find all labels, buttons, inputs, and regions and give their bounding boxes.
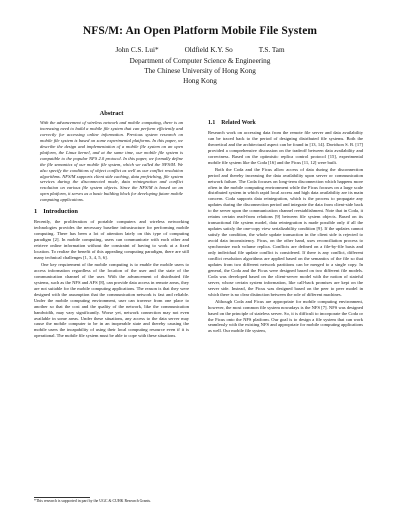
right-column <box>208 111 363 335</box>
affiliation-location: Hong Kong <box>183 77 217 85</box>
related-paragraph: Both the Coda and the Ficus allow access of data during the disconnection period and thereby increasing the data availability upon server or communication network failure. The Coda focuses on long-term disconnection which happens more often in the mobile computing environment while the Ficus focuses on a large scale distributed system in which rapid local access and high data availability are its main concern. Coda supports data reintegration, which is the process to propagate any updates during the disconnection period and integrate the data from client-side back to the server upon the communication channel reestablishment. Note that in Coda, it retains certain read-from relations [9] between file system objects. Based on its transactional file system model, data reintegration is made possible only if all the updates satisfy the one-copy view serializability condition [9]. If the updates cannot satisfy the condition, the whole update transaction in the client side is rejected to avoid data inconsistency. Ficus, on the other hand, uses reconciliation process to synchronize each volume replica. Conflicts are defined on a file-by-file basis and only individual file update conflict is considered. If there is any conflict, different conflict resolution algorithms are applied based on the semantics of the file so that updates from two different network partitions can be merged to a single copy. In general, the Coda and the Ficus were designed based on two different file models. Coda was developed based on the client-server model with the notion of stateful server, whose certain system information, like call-back promises are kept on the server side. Instead, the Ficus was designed based on the peer to peer model in which there is no clear distinction between the role of different machines. <box>208 166 363 297</box>
section-number: 1 <box>34 208 38 216</box>
affiliation-university: The Chinese University of Hong Kong <box>144 67 256 75</box>
intro-paragraph: One key requirement of the mobile computing is to enable the mobile users to access information regardless of the location of the user and the state of the communication channel of the user. With the advancement of distributed file systems, such as the NFS and AFS [8], can provide data access in remote areas, they are not suitable for the mobile computing applications. The reason is that they were designed with the assumption that the communication network is fast and reliable. Under the mobile computing environment, user can traverse from one place to another so that the cost and the quality of the network, like the communication bandwidth, may vary significantly. Worse yet, network connection may not even available in some areas. Under these situations, any access to the data server may cause the mobile computer to be in an inoperable state and thereby causing the mobile users the incapability of using their local computing resource even if it is operational. The mobile file system must be able to cope with these situations. <box>34 261 189 339</box>
footnote-rule <box>34 497 90 498</box>
related-paragraph: Research work on accessing data from the remote file server and data availability can be traced back to the period of designing distributed file systems. Both the theoretical and the architectural aspect can be found in [13, 14]. Davidson S. B. [17] provided a comprehensive discussion on the tradeoff between data availability and correctness. Based on the optimistic replica control protocol [15], experimental mobile file system like the Coda [16] and the Ficus [11, 12] were built. <box>208 129 363 165</box>
abstract-heading: Abstract <box>99 110 124 117</box>
related-paragraph: Although Coda and Ficus are appropriate for mobile computing environment, however, the most common file system nowadays is the NFS [7]. NFS was designed based on the principle of stateless server. So, it is difficult to incorporate the Coda or the Ficus onto the NFS platform. Our goal is to design a file system that can work seamlessly with the existing NFS and appropriate for mobile computing applications as well. Our mobile file system, <box>208 298 363 334</box>
author-name: John C.S. Lui* <box>115 46 159 54</box>
affiliation-department: Department of Computer Science & Engineering <box>129 57 271 65</box>
footnote: *This research is supported in part by the UGC & CUHK Research Grants. <box>34 499 152 503</box>
left-column <box>34 111 189 340</box>
intro-paragraph: Recently, the proliferation of portable computers and wireless networking technologies provides the necessary baseline infrastructure for performing mobile computing. There has been a lot of attention lately on this type of computing paradigm [2]. In mobile computing, users can communicate with each other and retrieve online information without the constraint of having to work at a fixed location. To realize the benefit of this appealing computing paradigm, there are still many technical challenges [1, 3, 4, 5, 6]. <box>34 219 189 260</box>
author-list <box>0 46 400 54</box>
subsection-number: 1.1 <box>208 120 216 126</box>
paper-title: NFS/M: An Open Platform Mobile File System <box>82 25 318 37</box>
section-heading-introduction <box>34 209 189 215</box>
author-name: Oldfield K.Y. So <box>184 46 233 54</box>
subsection-title: Related Work <box>221 120 256 126</box>
author-name: T.S. Tam <box>258 46 285 54</box>
abstract-text: With the advancement of wireless network and mobile computing, there is an increasing need to build a mobile file system that can perform efficiently and correctly for accessing online information. Previous system research on mobile file system is based on some experimental platforms. In this paper, we describe the design and implementation of a mobile file system on an open platform, the Linux kernel, and at the same time, our mobile file system is compatible to the popular NFS 2.0 protocol. In this paper, we formally define the file semantics of our mobile file system, which we called the NFS/M. We also specify the conditions of object conflict as well as our conflict resolution algorithms. NFS/M supports client side caching, data prefetching, file system services during the disconnected mode, data reintegration and conflict resolution on various file system objects. Since the NFS/M is based on an open platform, it serves as a basic building block for developing future mobile computing applications. <box>40 119 183 203</box>
section-title: Introduction <box>43 208 78 216</box>
subsection-heading-related-work <box>208 121 363 127</box>
